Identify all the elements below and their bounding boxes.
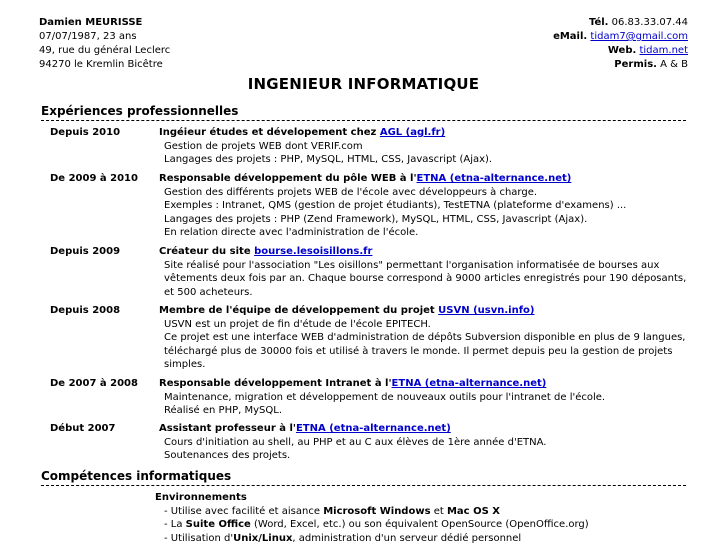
email-label: eMail. bbox=[553, 31, 588, 42]
entry-desc-line: Cours d'initiation au shell, au PHP et au C aux élèves de 1ère année d'ETNA. bbox=[164, 436, 547, 448]
entry-link[interactable]: USVN (usvn.info) bbox=[438, 305, 535, 316]
entry-link[interactable]: bourse.lesoisillons.fr bbox=[254, 246, 373, 257]
role-text: Responsable développement du pôle WEB à l' bbox=[159, 173, 417, 184]
contact-right bbox=[553, 16, 688, 72]
web-label: Web. bbox=[607, 45, 637, 56]
contact-left bbox=[39, 16, 170, 72]
birth-info: 07/07/1987, 23 ans bbox=[39, 31, 137, 42]
entry-body bbox=[159, 304, 689, 372]
skills-group bbox=[155, 491, 675, 545]
entry-body bbox=[159, 172, 689, 240]
entry-desc-line: Soutenances des projets. bbox=[164, 450, 291, 461]
skill-text: et bbox=[430, 505, 447, 517]
entry-date: De 2007 à 2008 bbox=[50, 378, 138, 389]
entry-desc-line: Langages des projets : PHP, MySQL, HTML, CSS, Javascript (Ajax). bbox=[164, 154, 493, 165]
entry-desc-line: Réalisé en PHP, MySQL. bbox=[164, 405, 282, 416]
skills-group-title: Environnements bbox=[155, 492, 247, 503]
entry-desc-line: En relation directe avec l'administration de l'école. bbox=[164, 227, 419, 238]
person-name: Damien MEURISSE bbox=[39, 17, 143, 28]
role-text: Assistant professeur à l' bbox=[159, 423, 296, 434]
email-row bbox=[553, 30, 688, 44]
role-text: Ingéieur études et dévelopement chez bbox=[159, 127, 380, 138]
entry-date: Début 2007 bbox=[50, 423, 116, 434]
address-line-2: 94270 le Kremlin Bicêtre bbox=[39, 59, 163, 70]
skill-text: - Utilise avec facilité et aisance bbox=[164, 505, 324, 517]
skills-heading: Compétences informatiques bbox=[41, 469, 686, 486]
entry-body bbox=[159, 377, 689, 418]
skill-strong: Microsoft Windows bbox=[323, 505, 431, 517]
experience-heading: Expériences professionnelles bbox=[41, 104, 686, 121]
skill-item bbox=[155, 505, 675, 519]
entry-date: De 2009 à 2010 bbox=[50, 173, 138, 184]
permis-label: Permis. bbox=[614, 59, 657, 70]
entry-link[interactable]: ETNA (etna-alternance.net) bbox=[391, 378, 547, 389]
role-text: Membre de l'équipe de développement du projet bbox=[159, 305, 439, 316]
entry-body bbox=[159, 245, 689, 299]
entry-desc-line: USVN est un projet de fin d'étude de l'école EPITECH. bbox=[164, 318, 431, 330]
entry-date: Depuis 2010 bbox=[50, 127, 121, 138]
skill-item bbox=[155, 532, 675, 545]
entry-role bbox=[159, 245, 689, 259]
phone-label: Tél. bbox=[588, 17, 609, 28]
entry-desc-line: Site réalisé pour l'association "Les oisillons" permettant l'organisation informatisée de bourses aux vêtements deux fois par an. Chaque bourse correspond à 9000 articles enregistrés pour 190 déposants, et 500 acheteurs. bbox=[164, 259, 687, 298]
web-link[interactable]: tidam.net bbox=[639, 45, 688, 56]
role-text: Responsable développement Intranet à l' bbox=[159, 378, 392, 389]
entry-role bbox=[159, 172, 689, 186]
entry-link[interactable]: ETNA (etna-alternance.net) bbox=[416, 173, 572, 184]
entry-body bbox=[159, 126, 689, 167]
entry-date: Depuis 2008 bbox=[50, 305, 121, 316]
entry-link[interactable]: AGL (agl.fr) bbox=[379, 127, 446, 138]
entry-desc-line: Gestion de projets WEB dont VERIF.com bbox=[164, 140, 363, 152]
permis-value: A & B bbox=[660, 59, 688, 70]
skill-text: , administration d'un serveur dédié personnel bbox=[292, 532, 522, 544]
entry-body bbox=[159, 422, 689, 463]
entry-link[interactable]: ETNA (etna-alternance.net) bbox=[295, 423, 451, 434]
entry-role bbox=[159, 304, 689, 318]
skill-text: (Word, Excel, etc.) ou son équivalent OpenSource (OpenOffice.org) bbox=[250, 519, 589, 530]
entry-date: Depuis 2009 bbox=[50, 246, 121, 257]
entry-desc-line: Gestion des différents projets WEB de l'école avec développeurs à charge. bbox=[164, 186, 538, 198]
page-title: INGENIEUR INFORMATIQUE bbox=[247, 75, 480, 93]
entry-role bbox=[159, 422, 689, 436]
skill-strong: Mac OS X bbox=[446, 505, 500, 517]
email-link[interactable]: tidam7@gmail.com bbox=[590, 31, 688, 42]
phone-value: 06.83.33.07.44 bbox=[611, 17, 688, 28]
entry-desc-line: Maintenance, migration et développement de nouveaux outils pour l'intranet de l'école. bbox=[164, 391, 606, 403]
skill-item bbox=[155, 518, 675, 532]
skill-strong: Suite Office bbox=[185, 519, 251, 530]
entry-role bbox=[159, 377, 689, 391]
skill-text: - La bbox=[164, 519, 186, 530]
role-text: Créateur du site bbox=[159, 246, 255, 257]
address-line-1: 49, rue du général Leclerc bbox=[39, 45, 171, 56]
permis-row bbox=[553, 58, 688, 72]
entry-desc-line: Langages des projets : PHP (Zend Framework), MySQL, HTML, CSS, Javascript (Ajax). bbox=[164, 213, 588, 225]
entry-role bbox=[159, 126, 689, 140]
phone-row bbox=[553, 16, 688, 30]
skill-text: - Utilisation d' bbox=[164, 532, 234, 544]
skill-strong: Unix/Linux bbox=[233, 532, 293, 544]
entry-desc-line: Exemples : Intranet, QMS (gestion de projet étudiants), TestETNA (plateforme d'examens) ... bbox=[164, 200, 627, 211]
entry-desc-line: Ce projet est une interface WEB d'administration de dépôts Subversion disponible en plus de 9 langues, téléchargé plus de 30000 fois et utilisé à travers le monde. Il permet depuis peu la gestion de projets simples. bbox=[164, 332, 686, 370]
web-row bbox=[553, 44, 688, 58]
